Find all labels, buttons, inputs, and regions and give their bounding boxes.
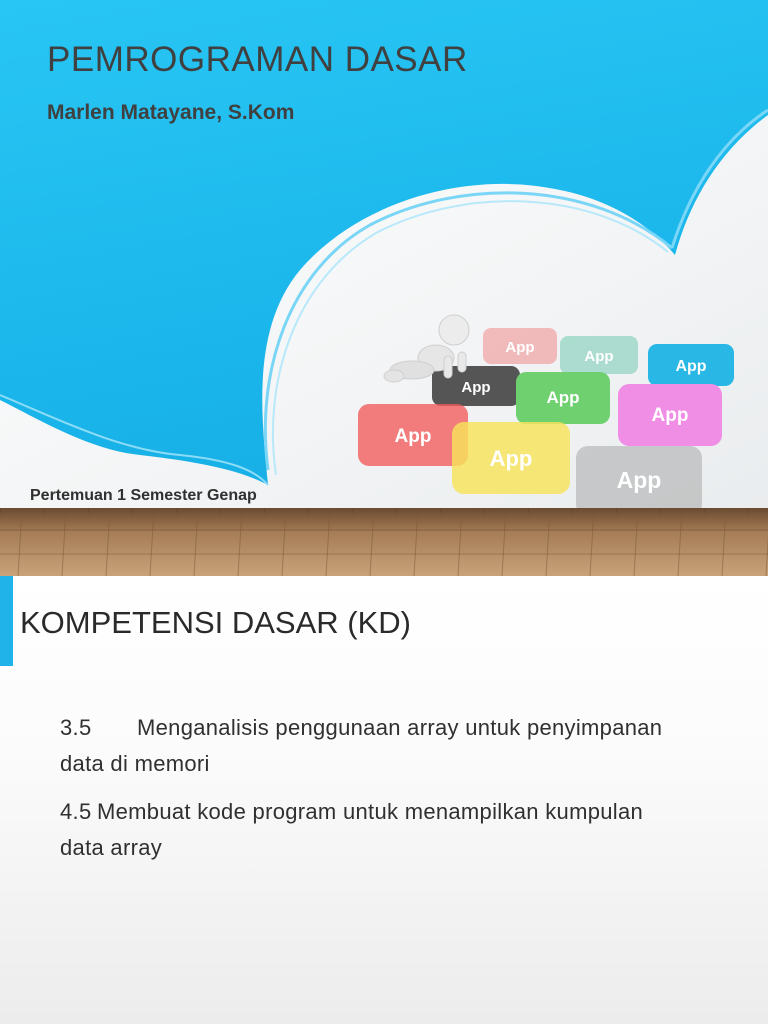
competency-slide xyxy=(0,576,768,1024)
svg-text:App: App xyxy=(505,339,535,356)
svg-text:App: App xyxy=(584,348,614,365)
svg-text:App: App xyxy=(651,405,689,426)
app-tile xyxy=(576,446,702,515)
app-tile xyxy=(618,384,722,446)
competency-item xyxy=(60,794,680,866)
svg-text:App: App xyxy=(394,426,432,447)
svg-text:App: App xyxy=(546,388,580,407)
slide-heading: KOMPETENSI DASAR (KD) xyxy=(20,605,411,640)
accent-bar xyxy=(0,576,13,666)
app-tile xyxy=(648,344,734,386)
presenter-name: Marlen Matayane, S.Kom xyxy=(47,101,295,124)
competency-item xyxy=(60,710,680,782)
competency-text: Menganalisis penggunaan array untuk penyimpanan data di memori xyxy=(60,715,663,776)
presentation-title: PEMROGRAMAN DASAR xyxy=(47,40,468,79)
app-tile xyxy=(516,372,610,424)
competency-text: Membuat kode program untuk menampilkan kumpulan data array xyxy=(60,799,644,860)
svg-text:App: App xyxy=(489,446,533,471)
app-tile xyxy=(483,328,557,364)
app-tile xyxy=(358,404,468,466)
wooden-floor xyxy=(0,508,768,576)
app-tile xyxy=(452,422,570,494)
competency-number: 3.5 xyxy=(60,715,92,740)
meeting-info: Pertemuan 1 Semester Genap xyxy=(30,487,257,504)
competency-number: 4.5 xyxy=(60,799,92,824)
svg-text:App: App xyxy=(616,467,662,493)
svg-text:App: App xyxy=(675,358,707,375)
app-tiles-illustration xyxy=(350,300,760,515)
svg-text:App: App xyxy=(461,379,491,396)
app-tile xyxy=(560,336,638,374)
